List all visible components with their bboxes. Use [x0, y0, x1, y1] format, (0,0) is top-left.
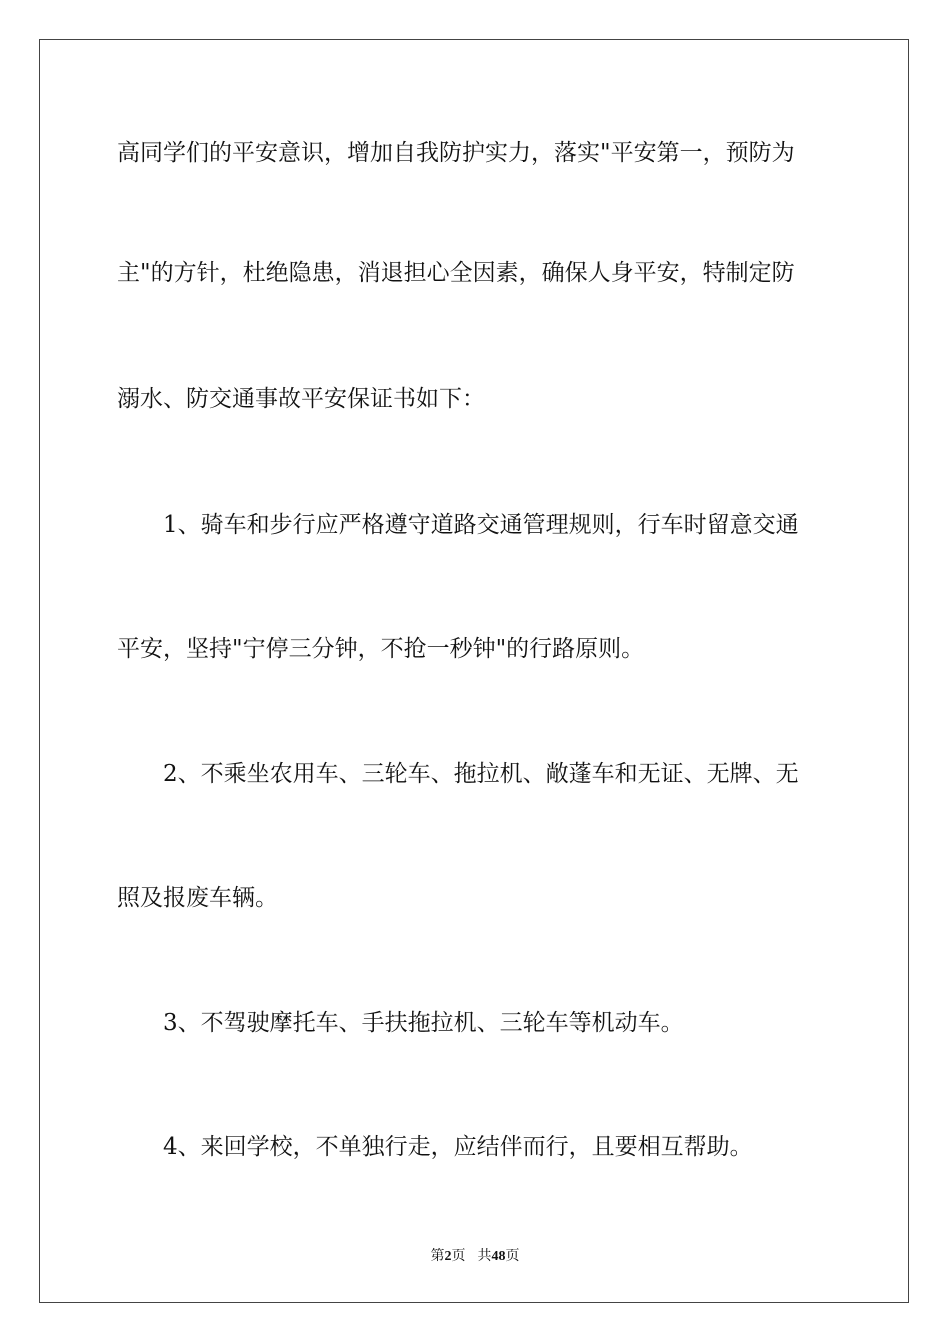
- paragraph-line-1: 高同学们的平安意识，增加自我防护实力，落实"平安第一，预防为: [117, 140, 795, 166]
- total-prefix: 共: [477, 1249, 492, 1264]
- page-prefix: 第: [430, 1249, 445, 1264]
- paragraph-line-2: 主"的方针，杜绝隐患，消退担心全因素，确保人身平安，特制定防: [117, 260, 795, 286]
- item-3-line: 3、不驾驶摩托车、手扶拖拉机、三轮车等机动车。: [117, 1010, 684, 1036]
- total-pages: 48: [491, 1249, 506, 1264]
- page-border: [39, 39, 909, 1303]
- page-footer: [0, 1248, 950, 1266]
- item-4-line: 4、来回学校，不单独行走，应结伴而行，且要相互帮助。: [117, 1134, 753, 1160]
- total-suffix: 页: [505, 1249, 520, 1264]
- page-suffix: 页: [451, 1249, 466, 1264]
- item-1-line-1: 1、骑车和步行应严格遵守道路交通管理规则，行车时留意交通: [117, 512, 799, 538]
- item-1-line-2: 平安，坚持"宁停三分钟，不抢一秒钟"的行路原则。: [117, 636, 645, 662]
- item-2-line-1: 2、不乘坐农用车、三轮车、拖拉机、敞蓬车和无证、无牌、无: [117, 761, 799, 787]
- item-2-line-2: 照及报废车辆。: [117, 885, 278, 911]
- paragraph-line-3: 溺水、防交通事故平安保证书如下：: [117, 386, 485, 412]
- page-number: 2: [444, 1249, 452, 1264]
